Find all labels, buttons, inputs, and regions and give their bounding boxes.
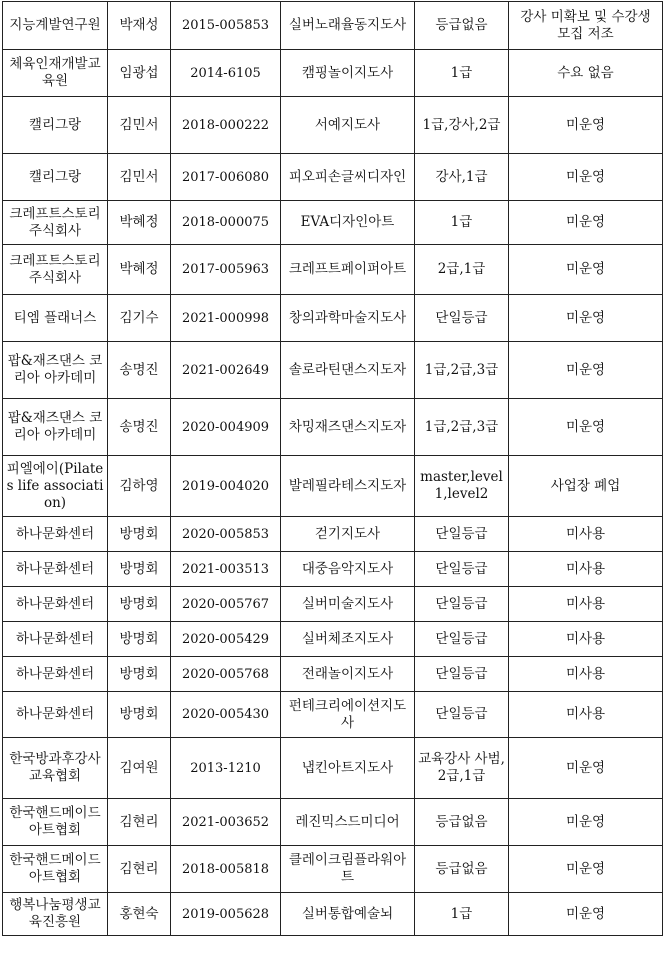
status-cell: 미운영 bbox=[509, 295, 663, 342]
certificate-name-cell: 서예지도사 bbox=[281, 97, 415, 154]
registration-number-cell: 2018-000075 bbox=[171, 201, 281, 245]
status-cell: 미운영 bbox=[509, 342, 663, 399]
registration-number-cell: 2020-004909 bbox=[171, 399, 281, 456]
registration-number-cell: 2018-000222 bbox=[171, 97, 281, 154]
table-row bbox=[3, 738, 663, 799]
certificate-name-cell: 솔로라틴댄스지도자 bbox=[281, 342, 415, 399]
grade-cell: 단일등급 bbox=[415, 552, 509, 587]
registration-number-cell: 2020-005430 bbox=[171, 692, 281, 738]
certificate-name-cell: 레진믹스드미디어 bbox=[281, 799, 415, 846]
table-body bbox=[3, 2, 663, 936]
certificate-name-cell: 실버미술지도사 bbox=[281, 587, 415, 622]
status-cell: 미운영 bbox=[509, 97, 663, 154]
table-row bbox=[3, 399, 663, 456]
name-cell: 송명진 bbox=[108, 399, 171, 456]
certificate-name-cell: 걷기지도사 bbox=[281, 517, 415, 552]
status-cell: 수요 없음 bbox=[509, 50, 663, 97]
name-cell: 박재성 bbox=[108, 2, 171, 50]
table-row bbox=[3, 587, 663, 622]
registration-number-cell: 2019-004020 bbox=[171, 456, 281, 517]
name-cell: 임광섭 bbox=[108, 50, 171, 97]
grade-cell: 등급없음 bbox=[415, 799, 509, 846]
certificate-name-cell: 캠핑놀이지도사 bbox=[281, 50, 415, 97]
registration-number-cell: 2020-005853 bbox=[171, 517, 281, 552]
registration-number-cell: 2021-003652 bbox=[171, 799, 281, 846]
registration-number-cell: 2017-005963 bbox=[171, 245, 281, 295]
grade-cell: 1급 bbox=[415, 201, 509, 245]
grade-cell: 단일등급 bbox=[415, 692, 509, 738]
grade-cell: 교육강사 사범,2급,1급 bbox=[415, 738, 509, 799]
org-cell: 크레프트스토리 주식회사 bbox=[3, 245, 108, 295]
status-cell: 미사용 bbox=[509, 552, 663, 587]
certificate-name-cell: 전래놀이지도사 bbox=[281, 657, 415, 692]
status-cell: 미사용 bbox=[509, 517, 663, 552]
certificate-name-cell: 클레이크림플라워아트 bbox=[281, 846, 415, 893]
table-row bbox=[3, 245, 663, 295]
table-row bbox=[3, 893, 663, 936]
grade-cell: 1급,2급,3급 bbox=[415, 399, 509, 456]
name-cell: 방명회 bbox=[108, 552, 171, 587]
grade-cell: 등급없음 bbox=[415, 846, 509, 893]
registration-number-cell: 2021-002649 bbox=[171, 342, 281, 399]
registration-number-cell: 2020-005768 bbox=[171, 657, 281, 692]
table-row bbox=[3, 2, 663, 50]
org-cell: 캘리그랑 bbox=[3, 97, 108, 154]
table-row bbox=[3, 552, 663, 587]
org-cell: 캘리그랑 bbox=[3, 154, 108, 201]
name-cell: 김현리 bbox=[108, 846, 171, 893]
table-row bbox=[3, 295, 663, 342]
registration-number-cell: 2014-6105 bbox=[171, 50, 281, 97]
certificate-name-cell: 실버노래율동지도사 bbox=[281, 2, 415, 50]
certificate-name-cell: 실버체조지도사 bbox=[281, 622, 415, 657]
name-cell: 김기수 bbox=[108, 295, 171, 342]
name-cell: 방명회 bbox=[108, 657, 171, 692]
org-cell: 하나문화센터 bbox=[3, 657, 108, 692]
name-cell: 방명회 bbox=[108, 692, 171, 738]
status-cell: 미운영 bbox=[509, 201, 663, 245]
org-cell: 하나문화센터 bbox=[3, 517, 108, 552]
table-row bbox=[3, 456, 663, 517]
status-cell: 미운영 bbox=[509, 846, 663, 893]
status-cell: 미운영 bbox=[509, 799, 663, 846]
table-row bbox=[3, 50, 663, 97]
org-cell: 행복나눔평생교육진흥원 bbox=[3, 893, 108, 936]
table-row bbox=[3, 517, 663, 552]
org-cell: 하나문화센터 bbox=[3, 692, 108, 738]
status-cell: 미사용 bbox=[509, 657, 663, 692]
registration-number-cell: 2020-005429 bbox=[171, 622, 281, 657]
table-row bbox=[3, 97, 663, 154]
name-cell: 김현리 bbox=[108, 799, 171, 846]
org-cell: 하나문화센터 bbox=[3, 552, 108, 587]
name-cell: 송명진 bbox=[108, 342, 171, 399]
name-cell: 홍현숙 bbox=[108, 893, 171, 936]
table-row bbox=[3, 342, 663, 399]
org-cell: 체육인재개발교육원 bbox=[3, 50, 108, 97]
status-cell: 미운영 bbox=[509, 245, 663, 295]
table-row bbox=[3, 657, 663, 692]
certificate-name-cell: 차밍재즈댄스지도자 bbox=[281, 399, 415, 456]
org-cell: 크레프트스토리 주식회사 bbox=[3, 201, 108, 245]
grade-cell: 등급없음 bbox=[415, 2, 509, 50]
registration-number-cell: 2019-005628 bbox=[171, 893, 281, 936]
status-cell: 사업장 폐업 bbox=[509, 456, 663, 517]
status-cell: 미운영 bbox=[509, 893, 663, 936]
certificate-name-cell: 크레프트페이퍼아트 bbox=[281, 245, 415, 295]
grade-cell: 강사,1급 bbox=[415, 154, 509, 201]
table-row bbox=[3, 154, 663, 201]
org-cell: 팝&재즈댄스 코리아 아카데미 bbox=[3, 342, 108, 399]
certificate-name-cell: 냅킨아트지도사 bbox=[281, 738, 415, 799]
org-cell: 지능계발연구원 bbox=[3, 2, 108, 50]
certificate-name-cell: 대중음악지도사 bbox=[281, 552, 415, 587]
status-cell: 강사 미확보 및 수강생 모집 저조 bbox=[509, 2, 663, 50]
grade-cell: 1급 bbox=[415, 50, 509, 97]
name-cell: 김여원 bbox=[108, 738, 171, 799]
name-cell: 박혜정 bbox=[108, 245, 171, 295]
name-cell: 방명회 bbox=[108, 622, 171, 657]
certificate-name-cell: EVA디자인아트 bbox=[281, 201, 415, 245]
name-cell: 김하영 bbox=[108, 456, 171, 517]
status-cell: 미사용 bbox=[509, 587, 663, 622]
grade-cell: 단일등급 bbox=[415, 657, 509, 692]
grade-cell: 단일등급 bbox=[415, 517, 509, 552]
status-cell: 미운영 bbox=[509, 399, 663, 456]
grade-cell: 2급,1급 bbox=[415, 245, 509, 295]
org-cell: 한국핸드메이드아트협회 bbox=[3, 799, 108, 846]
certificate-table bbox=[2, 1, 663, 936]
org-cell: 하나문화센터 bbox=[3, 587, 108, 622]
table-row bbox=[3, 692, 663, 738]
grade-cell: 단일등급 bbox=[415, 295, 509, 342]
name-cell: 김민서 bbox=[108, 97, 171, 154]
org-cell: 티엠 플래너스 bbox=[3, 295, 108, 342]
registration-number-cell: 2021-003513 bbox=[171, 552, 281, 587]
certificate-name-cell: 펀테크리에이션지도사 bbox=[281, 692, 415, 738]
registration-number-cell: 2020-005767 bbox=[171, 587, 281, 622]
grade-cell: 1급,강사,2급 bbox=[415, 97, 509, 154]
org-cell: 한국핸드메이드아트협회 bbox=[3, 846, 108, 893]
table-row bbox=[3, 799, 663, 846]
grade-cell: master,level1,level2 bbox=[415, 456, 509, 517]
org-cell: 팝&재즈댄스 코리아 아카데미 bbox=[3, 399, 108, 456]
table-row bbox=[3, 622, 663, 657]
registration-number-cell: 2018-005818 bbox=[171, 846, 281, 893]
org-cell: 피엘에이(Pilates life association) bbox=[3, 456, 108, 517]
status-cell: 미운영 bbox=[509, 738, 663, 799]
table-row bbox=[3, 201, 663, 245]
status-cell: 미사용 bbox=[509, 622, 663, 657]
registration-number-cell: 2013-1210 bbox=[171, 738, 281, 799]
registration-number-cell: 2017-006080 bbox=[171, 154, 281, 201]
status-cell: 미운영 bbox=[509, 154, 663, 201]
status-cell: 미사용 bbox=[509, 692, 663, 738]
certificate-name-cell: 발레필라테스지도자 bbox=[281, 456, 415, 517]
certificate-name-cell: 창의과학마술지도사 bbox=[281, 295, 415, 342]
name-cell: 방명회 bbox=[108, 517, 171, 552]
grade-cell: 1급 bbox=[415, 893, 509, 936]
table-row bbox=[3, 846, 663, 893]
org-cell: 하나문화센터 bbox=[3, 622, 108, 657]
name-cell: 방명회 bbox=[108, 587, 171, 622]
grade-cell: 단일등급 bbox=[415, 587, 509, 622]
registration-number-cell: 2015-005853 bbox=[171, 2, 281, 50]
certificate-name-cell: 실버통합예술뇌 bbox=[281, 893, 415, 936]
certificate-name-cell: 피오피손글씨디자인 bbox=[281, 154, 415, 201]
name-cell: 김민서 bbox=[108, 154, 171, 201]
grade-cell: 단일등급 bbox=[415, 622, 509, 657]
name-cell: 박혜정 bbox=[108, 201, 171, 245]
org-cell: 한국방과후강사교육협회 bbox=[3, 738, 108, 799]
registration-number-cell: 2021-000998 bbox=[171, 295, 281, 342]
grade-cell: 1급,2급,3급 bbox=[415, 342, 509, 399]
